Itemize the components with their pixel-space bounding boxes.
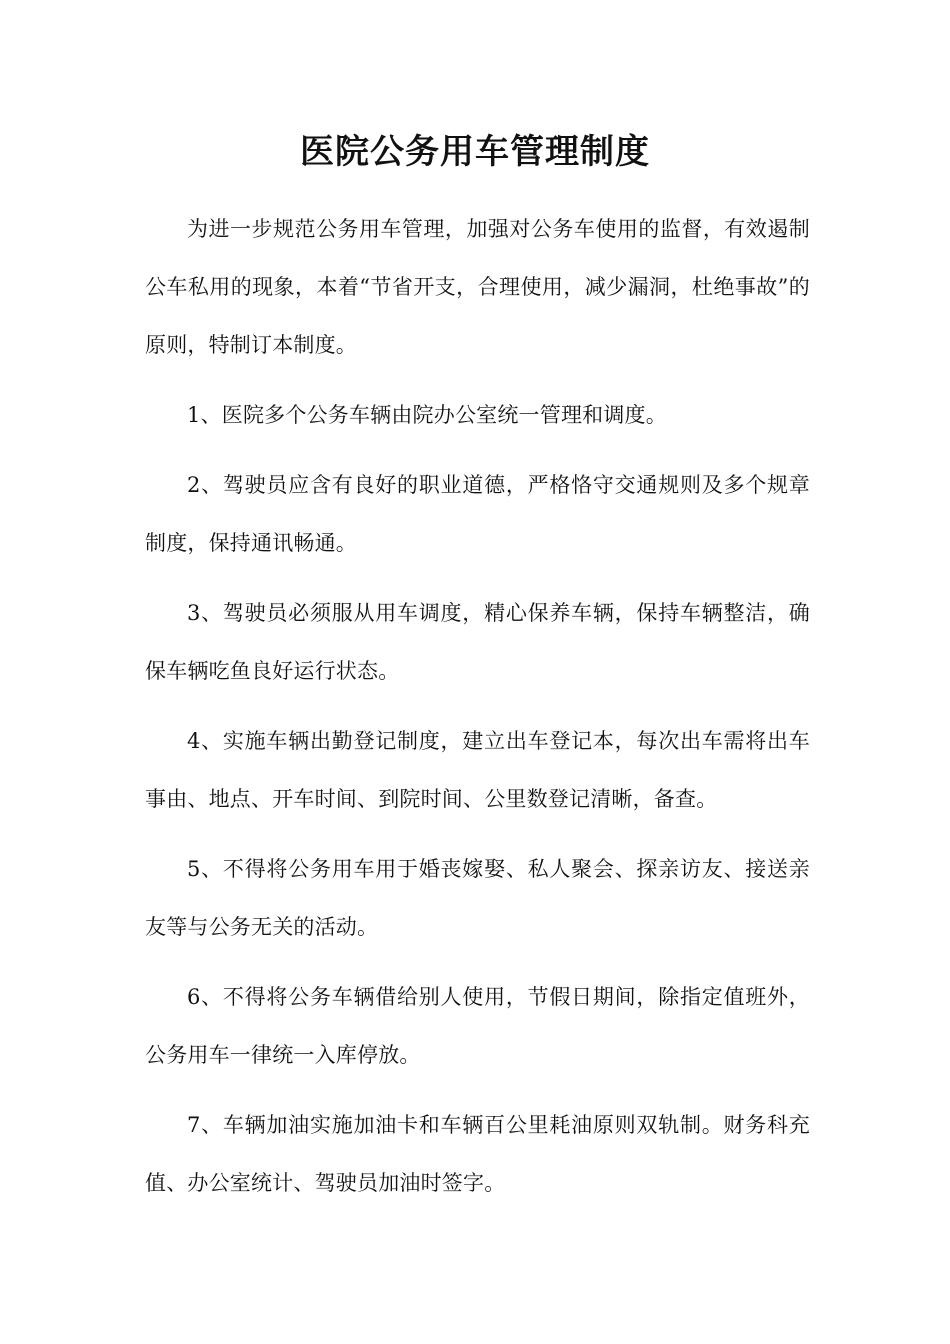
- rule-item-6: 6、不得将公务车辆借给别人使用，节假日期间，除指定值班外，公务用车一律统一入库停放。: [145, 985, 810, 1067]
- rule-item-3: 3、驾驶员必须服从用车调度，精心保养车辆，保持车辆整洁，确保车辆吃鱼良好运行状态。: [145, 601, 810, 683]
- rule-item-4: 4、实施车辆出勤登记制度，建立出车登记本，每次出车需将出车事由、地点、开车时间、到院时间、公里数登记清晰，备查。: [145, 729, 810, 811]
- intro-paragraph: 为进一步规范公务用车管理，加强对公务车使用的监督，有效遏制公车私用的现象，本着“节省开支，合理使用，减少漏洞，杜绝事故”的原则，特制订本制度。: [145, 217, 810, 357]
- rule-item-7: 7、车辆加油实施加油卡和车辆百公里耗油原则双轨制。财务科充值、办公室统计、驾驶员加油时签字。: [145, 1113, 810, 1195]
- document-body: [145, 200, 810, 1224]
- rule-item-1: 1、医院多个公务车辆由院办公室统一管理和调度。: [187, 403, 667, 427]
- rule-item-5: 5、不得将公务用车用于婚丧嫁娶、私人聚会、探亲访友、接送亲友等与公务无关的活动。: [145, 857, 810, 939]
- rule-item-2: 2、驾驶员应含有良好的职业道德，严格恪守交通规则及多个规章制度，保持通讯畅通。: [145, 473, 810, 555]
- page-title: 医院公务用车管理制度: [300, 132, 650, 172]
